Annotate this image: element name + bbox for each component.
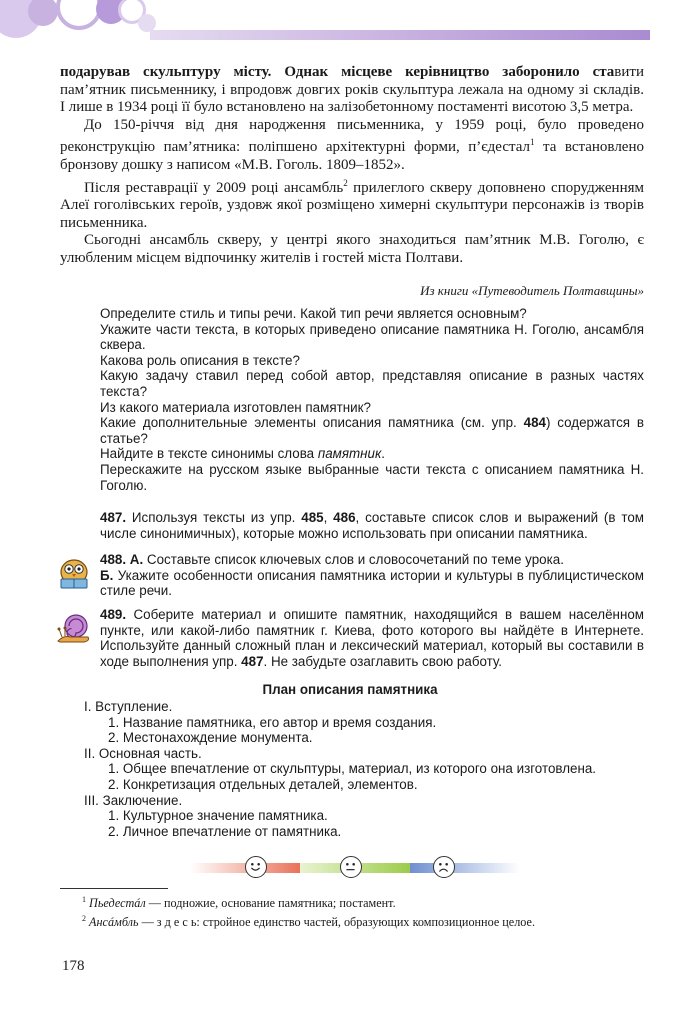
snail-icon xyxy=(54,607,94,647)
page-number: 178 xyxy=(62,958,85,974)
part-a-label: А. xyxy=(126,552,144,567)
plan-item: 1. Название памятника, его автор и время создания. xyxy=(108,714,437,730)
paragraph-2 xyxy=(60,117,644,175)
plan-item: 2. Конкретизация отдельных деталей, элементов. xyxy=(108,776,418,792)
paragraph-2-text: До 150-річчя від дня народження письменника, у 1959 році, було проведено реконструкцію пам’ятника: поліпшено архітектурні форми, п’єдестал xyxy=(60,116,644,156)
header-bar xyxy=(150,30,650,40)
paragraph-2-rest: та встановлено бронзову дошку з написом «М.В. Гоголь. 1809–1852». xyxy=(60,139,644,173)
paragraph-3-start: Після реставрації у 2009 році ансамбль xyxy=(84,179,344,196)
part-b-label: Б. xyxy=(100,567,114,583)
question-4: Какую задачу ставил перед собой автор, представляя описание в разных частях текста? xyxy=(100,368,644,399)
question-3: Какова роль описания в тексте? xyxy=(100,352,300,368)
exercise-number: 488. xyxy=(100,552,127,567)
question-6-rest: ) содержатся в статье? xyxy=(100,415,644,446)
footnotes xyxy=(60,892,644,930)
paragraph-1 xyxy=(60,64,644,117)
exercise-ref-486: 486 xyxy=(333,510,356,525)
plan-outline xyxy=(84,699,654,839)
question-5: Из какого материала изготовлен памятник? xyxy=(100,399,371,415)
question-7-word: памятник xyxy=(317,446,382,462)
footnote-text: — подножие, основание памятника; постамент. xyxy=(145,896,396,911)
exercise-ref-485: 485 xyxy=(301,510,324,525)
plan-section: III. Заключение. xyxy=(84,792,183,808)
exercise-ref-484: 484 xyxy=(523,415,546,431)
plan-item: 2. Личное впечатление от памятника. xyxy=(108,823,342,839)
question-7-rest: . xyxy=(381,446,386,462)
question-1: Определите стиль и типы речи. Какой тип речи является основным? xyxy=(100,306,527,321)
exercise-489 xyxy=(100,607,644,669)
question-2: Укажите части текста, в которых приведено описание памятника Н. Гоголю, ансамбля сквера. xyxy=(100,321,644,353)
paragraph-1-rest: вити пам’ятник письменнику, і впродовж довгих років скульптура лежала на одному зі складів. І лише в 1934 році її було встановлено на залізобетонному постаменті висотою 3,5 метра. xyxy=(60,64,644,116)
exercise-number: 489. xyxy=(100,607,127,622)
blue-strip xyxy=(410,863,520,873)
owl-reading-icon xyxy=(54,552,94,592)
exercise-487-text: Используя тексты из упр. xyxy=(126,510,302,525)
exercise-489-text: Соберите материал и опишите памятник, находящийся в вашем населённом пункте, или какой-либо памятник г. Киева, фото которого вы найдёте в Интернете. Используйте данный сложный план и лексический материал, который вы составили в ходе выполнения упр. xyxy=(100,607,644,669)
footnote-marker: 2 xyxy=(82,914,86,924)
part-a-text: Составьте список ключевых слов и словосочетаний по теме урока. xyxy=(143,552,564,567)
main-text xyxy=(60,64,644,268)
paragraph-3 xyxy=(60,175,644,233)
question-8: Перескажите на русском языке выбранные части текста с описанием памятника Н. Гоголю. xyxy=(100,461,644,493)
paragraph-4: Сьогодні ансамбль скверу, у центрі якого знаходиться пам’ятник М.В. Гоголю, є улюбленим місцем відпочинку жителів і гостей міста Полтави. xyxy=(60,232,644,266)
plan-item: 1. Культурное значение памятника. xyxy=(108,808,328,824)
page-header-decoration xyxy=(0,0,700,60)
footnote-marker: 1 xyxy=(82,895,86,904)
footnote-2 xyxy=(60,911,644,930)
plan-title: План описания памятника xyxy=(262,682,438,697)
plan-item: 2. Местонахождение монумента. xyxy=(108,730,313,746)
plan-section: I. Вступление. xyxy=(84,699,173,714)
question-6 xyxy=(100,415,644,446)
question-6-text: Какие дополнительные элементы описания памятника (см. упр. xyxy=(100,415,524,431)
source-citation: Из книги «Путеводитель Полтавщины» xyxy=(420,283,644,298)
separator: , xyxy=(323,510,334,525)
plan-item: 1. Общее впечатление от скульптуры, материал, из которого она изготовлена. xyxy=(108,761,597,777)
footnote-ref-2: 2 xyxy=(343,177,348,188)
plan-section: II. Основная часть. xyxy=(84,745,202,761)
exercise-488 xyxy=(100,552,644,599)
paragraph-3-rest: прилеглого скверу доповнено спорудженням Алеї гоголівських героїв, уздовж якої розміщено химерні скульптури персонажів із творів письменника. xyxy=(60,179,644,231)
neutral-face-icon xyxy=(340,856,362,878)
part-b-text: Укажите особенности описания памятника истории и культуры в публицистическом стиле речи. xyxy=(100,567,644,599)
exercise-487-rest: , составьте список слов и выражений (в том числе синонимичных), которые можно использовать при описании памятника. xyxy=(100,510,644,541)
footnote-1 xyxy=(60,892,644,911)
exercise-ref-487: 487 xyxy=(241,653,264,669)
exercise-number: 487. xyxy=(100,510,127,525)
header-circle-icon xyxy=(28,0,58,26)
paragraph-1-bold: подарував скульптуру місту. Однак місцеве керівництво заборонило ста xyxy=(60,64,615,80)
questions-list xyxy=(100,306,644,493)
footnote-term: Пьедестáл xyxy=(89,896,146,911)
exercise-487 xyxy=(100,510,644,541)
exercise-489-rest: . Не забудьте озаглавить свою работу. xyxy=(263,653,503,669)
smiling-face-icon xyxy=(245,856,267,878)
footnote-term: Ансáмбль xyxy=(89,915,139,930)
footnote-ref-1: 1 xyxy=(530,137,535,148)
question-7 xyxy=(100,446,644,462)
footnote-text: — з д е с ь: стройное единство частей, образующих композиционное целое. xyxy=(138,915,535,930)
footnote-divider xyxy=(60,888,168,889)
sad-face-icon xyxy=(433,856,455,878)
question-7-text: Найдите в тексте синонимы слова xyxy=(100,446,318,462)
decorative-faces-strip xyxy=(190,856,520,878)
header-ring-icon xyxy=(56,0,102,30)
